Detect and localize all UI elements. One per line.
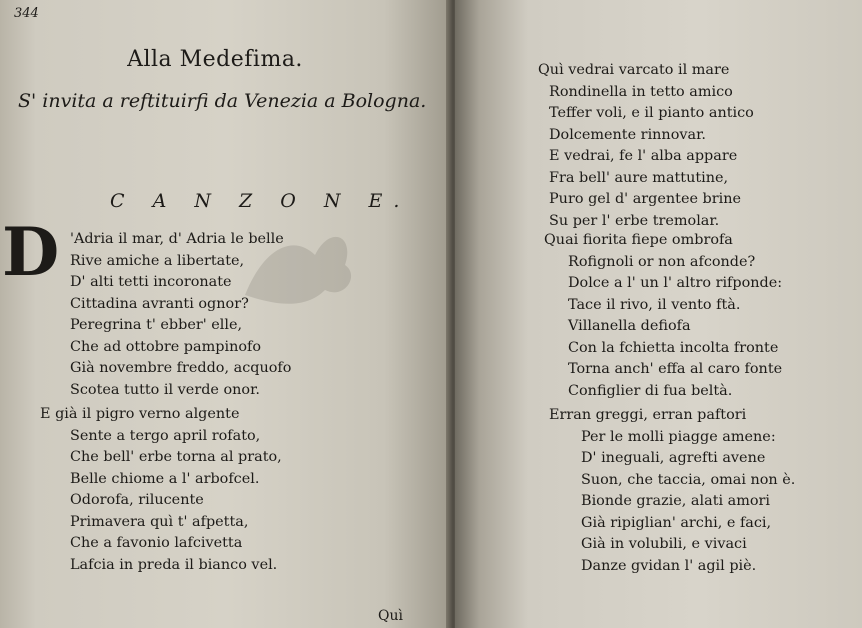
verse-line: Belle chiome a l' arbofcel.	[70, 470, 260, 487]
verse-line: Erran greggi, erran paftori	[549, 407, 747, 423]
verse-line: Primavera quì t' afpetta,	[70, 513, 249, 530]
verse-line: D' ineguali, agrefti avene	[581, 450, 766, 466]
verse-line: Già in volubili, e vivaci	[581, 536, 747, 552]
page-number: 344	[14, 6, 39, 21]
verse-line: Odorofa, rilucente	[70, 492, 204, 508]
verse-line: Torna anch' effa al caro fonte	[568, 361, 783, 377]
verse-line: Peregrina t' ebber' elle,	[70, 317, 243, 333]
verse-line: Che bell' erbe torna al prato,	[70, 449, 282, 465]
verse-line: Dolce a l' un l' altro rifponde:	[568, 275, 783, 291]
verse-line: Rive amiche a libertate,	[70, 252, 245, 269]
verse-line: Teffer voli, e il pianto antico	[549, 105, 754, 121]
verse-line: Dolcemente rinnovar.	[549, 126, 706, 143]
verse-line: Lafcia in preda il bianco vel.	[70, 556, 278, 573]
stanza-right-2	[544, 230, 782, 402]
verse-line: Che ad ottobre pampinofo	[70, 338, 261, 355]
verse-line: Puro gel d' argentee brine	[549, 191, 742, 207]
verse-line: Rondinella in tetto amico	[549, 83, 733, 100]
verse-line: Configlier di fua beltà.	[568, 382, 733, 399]
verse-line: Per le molli piagge amene:	[581, 428, 776, 445]
stanza-right-3	[549, 405, 795, 577]
verse-line: D' alti tetti incoronate	[70, 274, 232, 290]
stanza-right-1	[538, 60, 754, 232]
verse-line: Già novembre freddo, acquofo	[70, 360, 292, 376]
poem-title: Alla Medefima.	[127, 47, 303, 72]
verse-line: Villanella defiofa	[568, 318, 691, 334]
verse-line: Su per l' erbe tremolar.	[549, 212, 720, 229]
stanza-left-1	[70, 229, 291, 401]
drop-cap: D	[2, 213, 60, 291]
verse-line: Sente a tergo april rofato,	[70, 427, 261, 444]
canzone-heading: C A N Z O N E.	[110, 190, 411, 212]
verse-line: Tace il rivo, il vento ftà.	[568, 296, 741, 313]
catchword: Quì	[378, 608, 403, 624]
right-page	[455, 0, 862, 628]
verse-line: Già ripiglian' archi, e faci,	[581, 514, 772, 531]
stanza-left-2	[40, 404, 282, 576]
verse-line: Cittadina avranti ognor?	[70, 295, 249, 312]
verse-line: E già il pigro verno algente	[40, 406, 240, 422]
verse-line: Bionde grazie, alati amori	[581, 493, 771, 509]
verse-line: Con la fchietta incolta fronte	[568, 339, 779, 356]
verse-line: Rofignoli or non afconde?	[568, 253, 756, 270]
verse-line: Quai fiorita fiepe ombrofa	[544, 232, 733, 248]
verse-line: Scotea tutto il verde onor.	[70, 381, 260, 398]
verse-line: 'Adria il mar, d' Adria le belle	[70, 231, 284, 247]
verse-line: E vedrai, fe l' alba appare	[549, 148, 738, 164]
verse-line: Quì vedrai varcato il mare	[538, 62, 730, 78]
verse-line: Suon, che taccia, omai non è.	[581, 471, 796, 488]
verse-line: Che a favonio lafcivetta	[70, 535, 243, 551]
verse-line: Danze gvidan l' agil piè.	[581, 557, 757, 574]
verse-line: Fra bell' aure mattutine,	[549, 169, 729, 186]
poem-subtitle: S' invita a reftituirfi da Venezia a Bologna.	[18, 90, 427, 112]
